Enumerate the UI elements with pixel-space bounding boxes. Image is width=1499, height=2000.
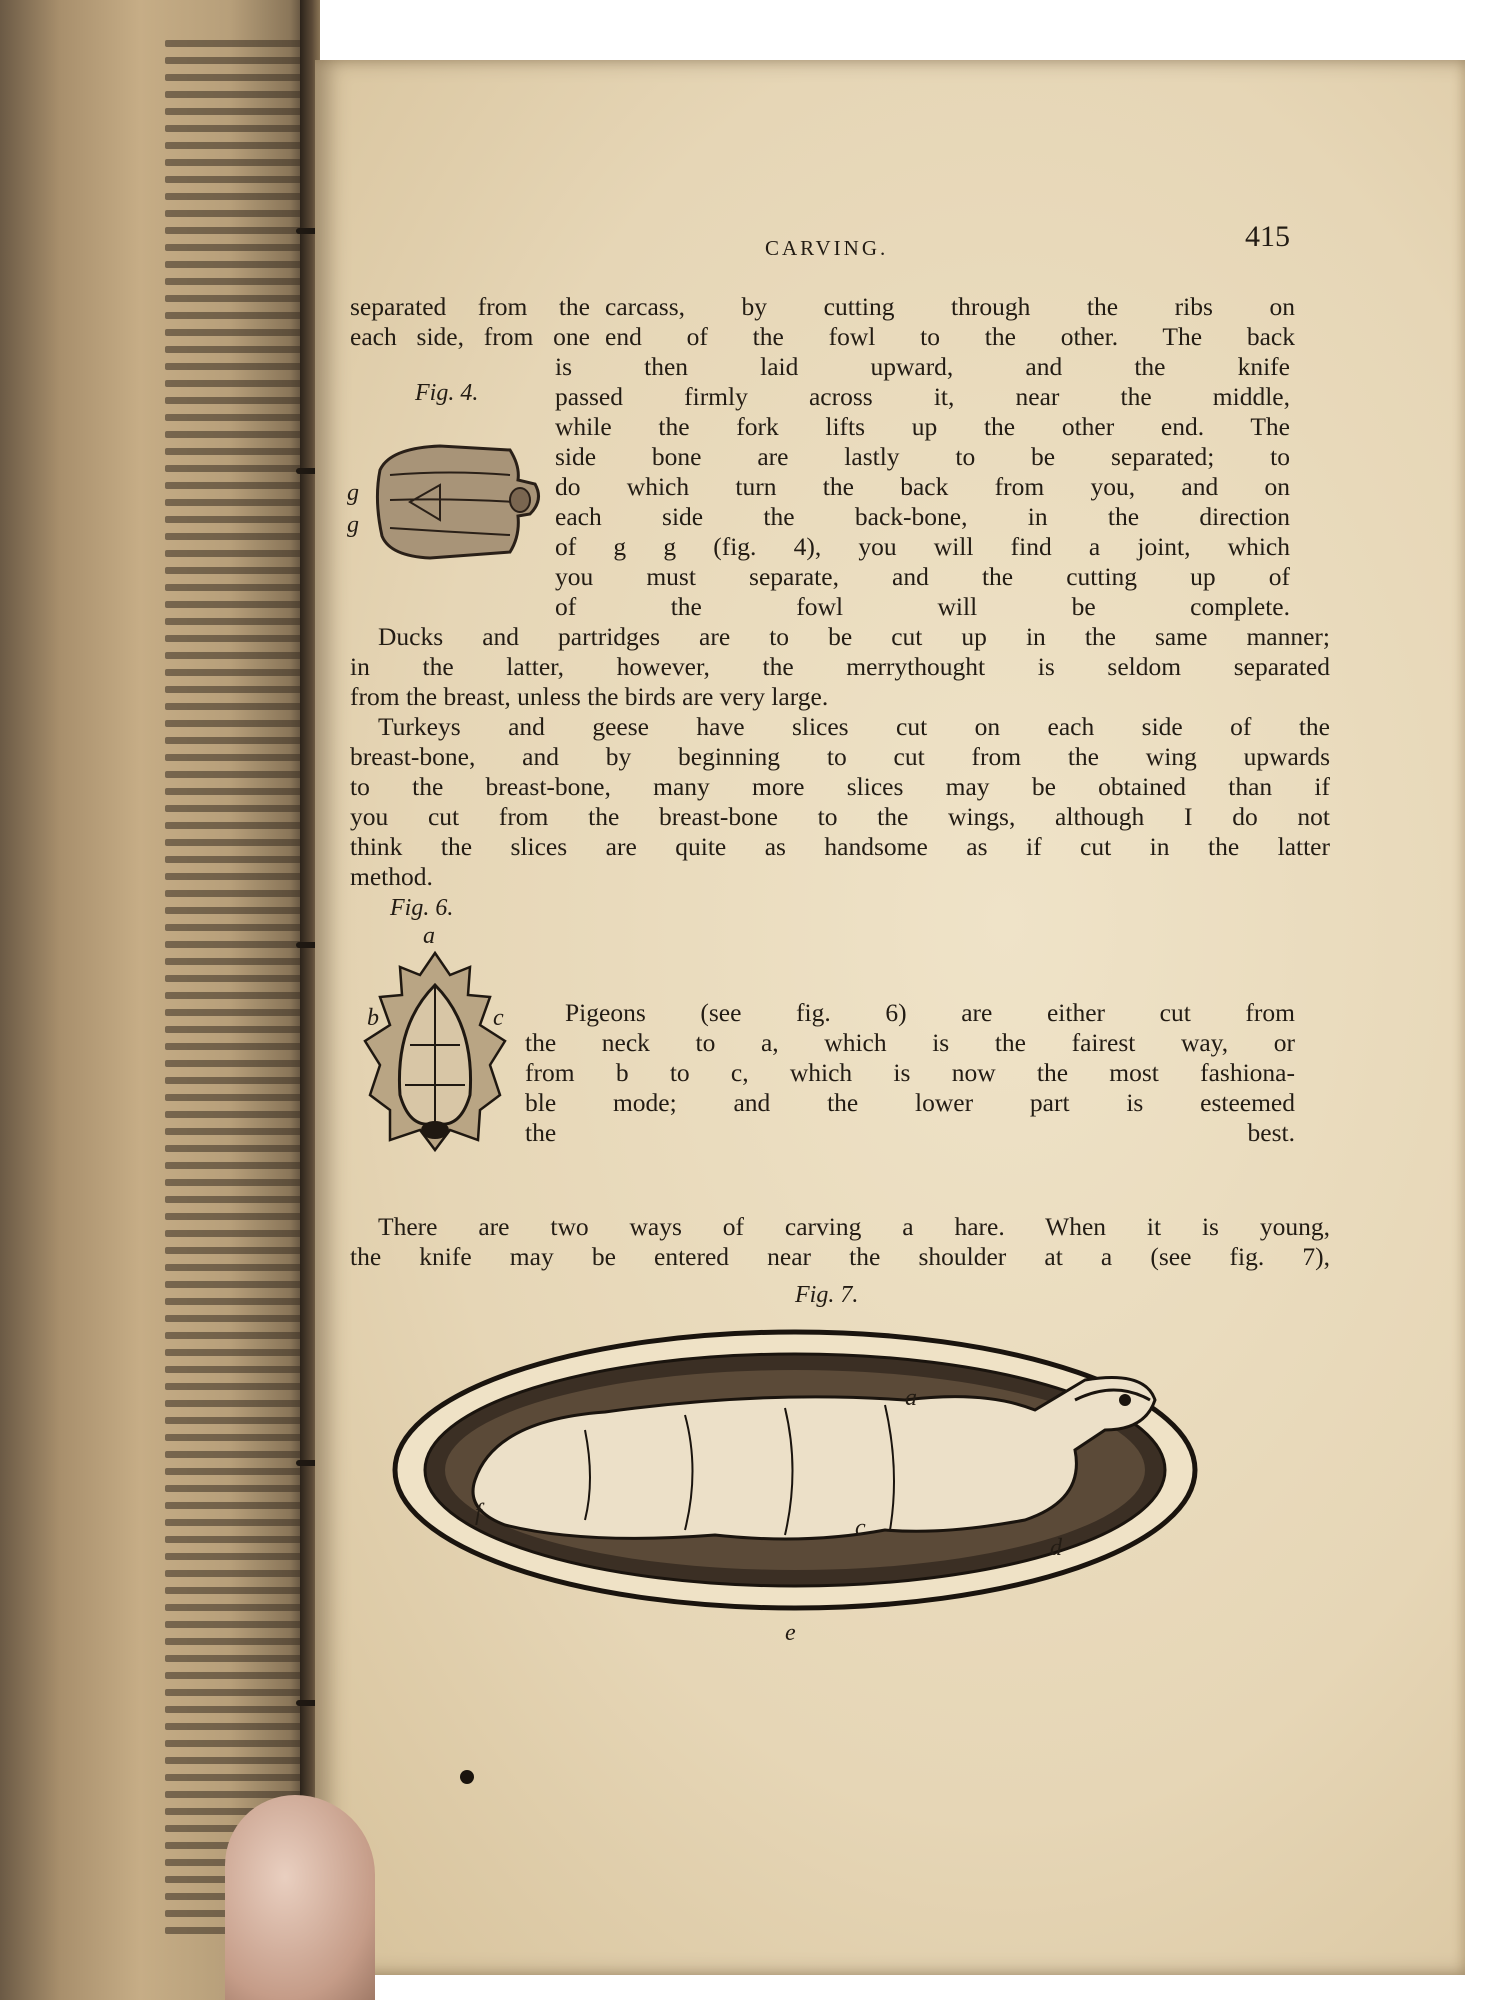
text-line: the knife may be entered near the shoulder at a (see fig. 7), <box>350 1242 1330 1271</box>
text-line: separated from the <box>350 292 590 321</box>
text-line: breast-bone, and by beginning to cut from the wing upwards <box>350 742 1330 771</box>
text-line: each side, from one <box>350 322 590 351</box>
page-number: 415 <box>1245 220 1290 253</box>
text-line: Pigeons (see fig. 6) are either cut from <box>565 998 1295 1027</box>
running-head: CARVING. <box>765 236 889 260</box>
text-line: to the breast-bone, many more slices may be obtained than if <box>350 772 1330 801</box>
text-line: from b to c, which is now the most fashiona- <box>525 1058 1295 1087</box>
text-line: of g g (fig. 4), you will find a joint, which <box>555 532 1290 561</box>
text-line: each side the back-bone, in the direction <box>555 502 1290 531</box>
text-line: Turkeys and geese have slices cut on each side of the <box>378 712 1330 741</box>
text-line: is then laid upward, and the knife <box>555 352 1290 381</box>
fig7-label: d <box>1050 1535 1062 1561</box>
book-page <box>315 60 1465 1975</box>
fig6-label: a <box>423 923 435 949</box>
thumb <box>225 1795 375 2000</box>
fig6-label: c <box>493 1005 504 1031</box>
fig6-label: b <box>367 1005 379 1031</box>
text-line: carcass, by cutting through the ribs on <box>605 292 1295 321</box>
fig7-label: a <box>905 1385 917 1411</box>
left-page <box>0 0 320 2000</box>
fig4-label: g <box>347 512 359 538</box>
fig7-label: e <box>785 1620 796 1646</box>
fig6-pigeon-illustration <box>350 945 520 1155</box>
text-line: you must separate, and the cutting up of <box>555 562 1290 591</box>
text-line: passed firmly across it, near the middle, <box>555 382 1290 411</box>
ink-spot <box>460 1770 474 1784</box>
fig4-fowl-illustration <box>370 440 550 565</box>
text-line: end of the fowl to the other. The back <box>605 322 1295 351</box>
text-line: the best. <box>525 1118 1295 1147</box>
text-line: side bone are lastly to be separated; to <box>555 442 1290 471</box>
text-line: ble mode; and the lower part is esteemed <box>525 1088 1295 1117</box>
fig7-hare-illustration <box>385 1320 1205 1620</box>
fig7-caption: Fig. 7. <box>795 1282 859 1308</box>
fig6-caption: Fig. 6. <box>390 895 454 921</box>
text-line: of the fowl will be complete. <box>555 592 1290 621</box>
text-line: from the breast, unless the birds are very large. <box>350 682 829 711</box>
fig4-label: g <box>347 480 359 506</box>
text-line: think the slices are quite as handsome as if cut in the latter <box>350 832 1330 861</box>
text-line: you cut from the breast-bone to the wings, although I do not <box>350 802 1330 831</box>
left-page-text-blur <box>165 30 305 1930</box>
text-line: in the latter, however, the merrythought is seldom separated <box>350 652 1330 681</box>
fig7-label: f <box>475 1500 482 1526</box>
text-line: the neck to a, which is the fairest way, or <box>525 1028 1295 1057</box>
text-line: Ducks and partridges are to be cut up in the same manner; <box>378 622 1330 651</box>
fig4-caption: Fig. 4. <box>415 380 479 406</box>
text-line: do which turn the back from you, and on <box>555 472 1290 501</box>
fig7-label: c <box>855 1515 866 1541</box>
text-line: while the fork lifts up the other end. The <box>555 412 1290 441</box>
text-line: There are two ways of carving a hare. When it is young, <box>378 1212 1330 1241</box>
text-line: method. <box>350 862 433 891</box>
